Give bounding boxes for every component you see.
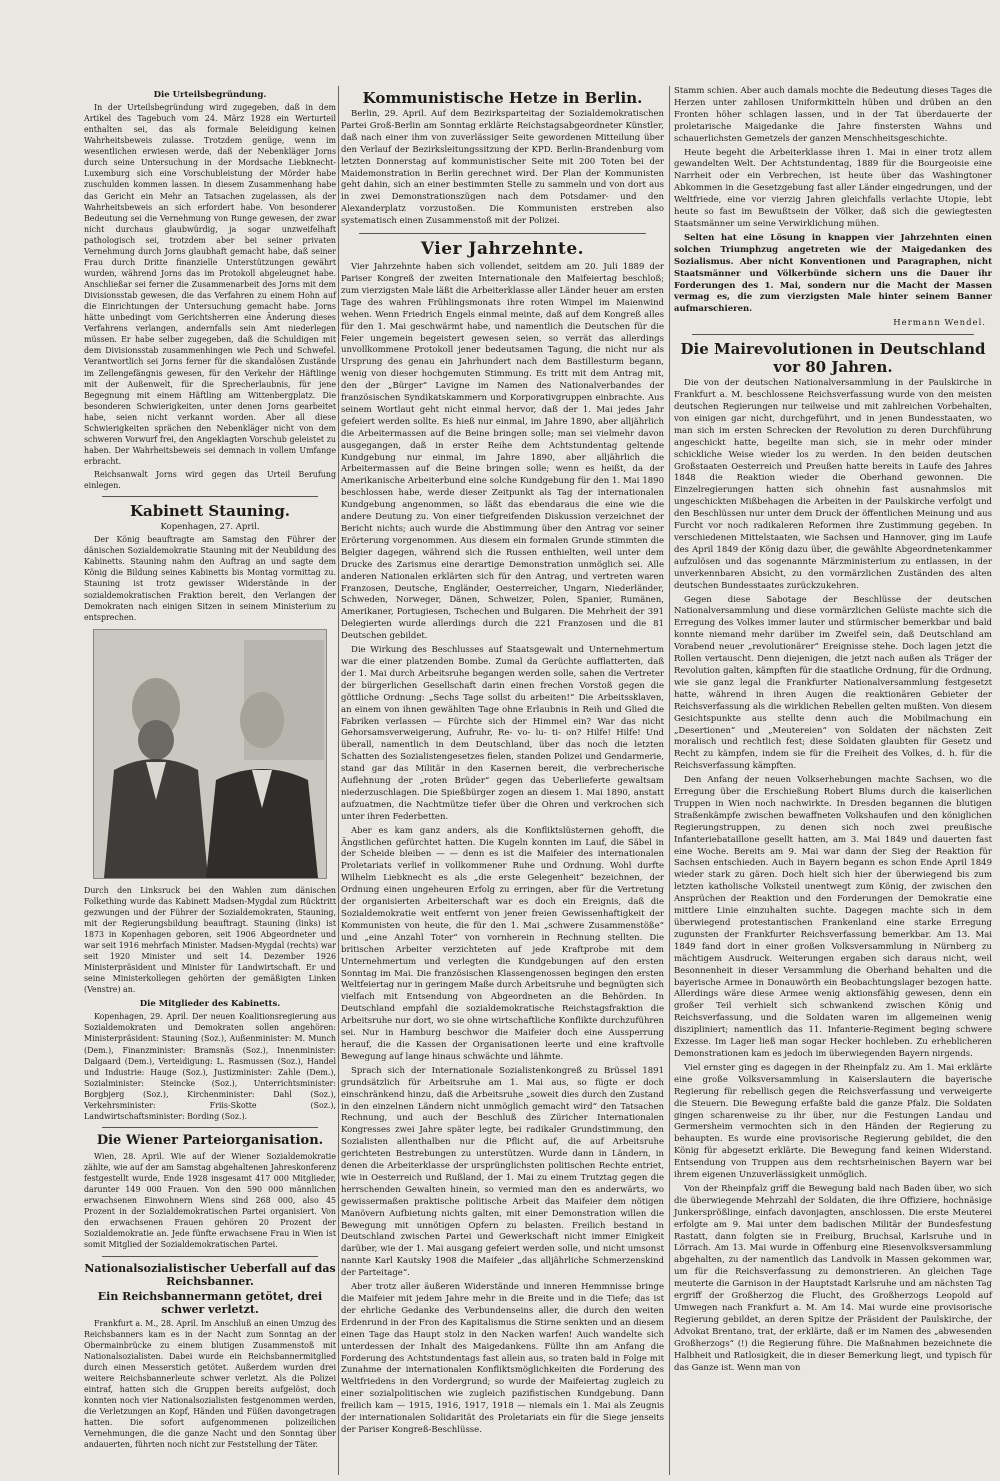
article-title: Kabinett Stauning. [129, 502, 291, 521]
paragraph: Frankfurt a. M., 28. April. Im Anschluß an einen Umzug des Reichsbanners kam es in der Nacht zum Sonntag an der Obermainbrücke zu einem blutigen Zusammenstoß mit Nationalsozialisten. Dabei wurde ein Reichsbannermitglied durch einen Messerstich getötet. Außerdem wurden drei weitere Reichsbannerleute schwer verletzt. Als die Polizei eintraf, hatten sich die Gruppen bereits aufgelöst, doch konnten noch vier Nationalsozialisten festgenommen werden, die Verletzungen an Kopf, Händen und Füßen davongetragen hatten. Die sofort aufgenommenen polizeilichen Vernehmungen, die die ganze Nacht und den Sonntag über andauerten, führten noch nicht zur Feststellung der Täter. [84, 1318, 336, 1450]
paragraph: In der Urteilsbegründung wird zugegeben, daß in dem Artikel des Tagebuch vom 24. März 1928 ein Werturteil enthalten sei, das als formale Beleidigung keinen Wahrheitsbeweis zulasse. Trotzdem genüge, wenn im wesentlichen erwiesen werde, daß der Nebenkläger Jorns durch seine Untersuchung in der Mordsache Liebknecht-Luxemburg sich eine Vorschubleistung der Mörder habe zuschulden kommen lassen. In diesem Zusammenhang habe das Gericht ein Mehr an Tatsachen zugelassen, als der Wahrheitsbeweis an sich erfordert habe. Von besonderer Bedeutung sei die Vernehmung von Runge gewesen, der zwar nicht durchaus glaubwürdig, ja sogar unzweifelhaft pathologisch sei, trotzdem aber bei seiner privaten Vernehmung durch Jorns glaubhaft gemacht habe, daß seiner Frau durch Dritte finanzielle Unterstützungen gewährt wurden, während Jorns das im Protokoll abgeleugnet habe. Anschließar sei ferner die Zusammenarbeit des Jorns mit dem Divisionsstab gewesen, die das Verfahren zu einem Hohn auf die Einrichtungen der Untersuchung gemacht habe. Jorns hätte unbedingt vom Gerichtsherren eine Änderung dieses Verfahrens verlangen, andernfalls sein Amt niederlegen müssen. Er habe selber zugegeben, daß die Schuldigen mit dem Divisionsstab zusammenhingen wie Pech und Schwefel. Verantwortlich sei Jorns ferner für die skandalösen Zustände im Zellengefängnis gewesen, für den Verkehr der Häftlinge mit der Außenwelt, für die Sprecherlaubnis, für jene Begegnung mit einem Häftling am Wittenbergplatz. Die besonderen Schwierigkeiten, unter denen Jorns gearbeitet habe, seien nicht verkannt worden. Aber all diese Schwierigkeiten sprächen den Nebenkläger nicht von dem schweren Vorwurf frei, den Angeklagten Vorschub geleistet zu haben. Der Wahrheitsbeweis sei demnach in vollem Umfange erbracht. [84, 103, 336, 466]
article-title: Die Wiener Parteiorganisation. [96, 1132, 324, 1148]
dateline: Kopenhagen, 27. April. [160, 522, 260, 533]
paragraph: Aber trotz aller äußeren Widerstände und inneren Hemmnisse bringe die Maifeier mit jedem Jahre mehr in die Breite und in die Tiefe; das ist der ehrliche Gedanke des Verbundenseins aller, die durch den weiten Erdenrund in der Fron des Kapitalismus die Stirne senkten und an diesem einen Tage das Haupt stolz in den Nacken warfen! Auch wandelte sich unterdessen der Inhalt des Maigedankens. Füllte ihn am Anfang die Forderung des Achtstundentags fast allein aus, so traten bald in Folge mit Zunahme der internationalen Konfliktsmöglichkeiten die Forderung des Weltfriedens in den Vordergrund; so wurde der Maifeiertag zugleich zu einer sozialpolitischen wie zugleich pazifistischen Kundgebung. Dann freilich kam — 1915, 1916, 1917, 1918 — niemals ein 1. Mai als Zeugnis der internationalen Solidarität des Proletariats ein für die Siege jenseits der Pariser Kongreß-Beschlüsse. [341, 1282, 664, 1435]
paragraph: Viel ernster ging es dagegen in der Rheinpfalz zu. Am 1. Mai erklärte eine große Volksversammlung in Kaiserslautern die bayerische Regierung für rebellisch gegen die Reichsverfassung und verweigerte die Steuern. Die Bewegung erfaßte bald die ganze Pfalz. Die Soldaten gingen scharenweise zu ihr über, nur die Festungen Landau und Germersheim vermochten sich in den Händen der Regierung zu behaupten. Es wurde eine provisorische Regierung gebildet, die den König für abgesetzt erklärte. Die Bewegung fand keinen Widerstand. Entsendung von Truppen aus dem rechtsrheinischen Bayern war bei ihrem eigenen Unzuverlässigkeit unmöglich. [674, 1062, 992, 1181]
paragraph: Selten hat eine Lösung in knappen vier Jahrzehnten einen solchen Triumphzug angetreten wie der Maigedanken des Sozialismus. Aber nicht Konventionen und Paragraphen, nicht Staatsmänner und Völkerbünde sichern uns die Dauer ihr Forderungen des 1. Mai, sondern nur die Macht der Massen vermag es, die zum vierzigsten Male hinter seinem Banner aufmarschieren. [674, 232, 992, 315]
paragraph: Den Anfang der neuen Volkserhebungen machte Sachsen, wo die Erregung über die Erschießung Robert Blums durch die kaiserlichen Truppen in Wien noch nachwirkte. In Dresden begannen die blutigen Straßenkämpfe zwischen bewaffneten Volkshaufen und den königlichen Regierungstruppen, zu denen sich noch zwei preußische Infanteriebataillone gesellt hatten, am 3. Mai 1849 und dauerten fast eine Woche. Bereits am 9. Mai war dann der Sieg der Reaktion für Sachsen entschieden. Auch in Bayern begann es schon Ende April 1849 wieder stark zu gären. Doch hielt sich hier der überwiegend bis zum letzten katholische Volksteil unentwegt zum König, der zwischen den Ansprüchen der Reaktion und den Forderungen der Demokratie eine mittlere Linie einzuhalten suchte. Dagegen machte sich in dem überwiegend protestantischen Frankenland eine starke Erregung zugunsten der Frankfurter Reichsverfassung bemerkbar. Am 13. Mai 1849 fand dort in einer großen Volksversammlung in Nürnberg zu mächtigem Ausdruck. Weiterungen ergaben sich daraus nicht, weil Besonnenheit in dieser Versammlung die Oberhand behalten und die bayerische Armee in Donauwörth ein Beobachtungslager bezogen hatte. Allerdings wäre diese Armee wenig aktionsfähig gewesen, denn ein großer Teil verhielt sich schwankend zwischen König und Reichsverfassung, und die Soldaten waren im allgemeinen wenig diszipliniert; namentlich das 11. Infanterie-Regiment beging schwere Exzesse. Im Lager ließ man sogar Hecker hochleben. Zu erheblicheren Demonstrationen kam es jedoch im überwiegenden Bayern nirgends. [674, 775, 992, 1059]
section-heading: Die Urteilsbegründung. [153, 90, 267, 100]
article-title: Nationalsozialistischer Ueberfall auf das Reichsbanner. [84, 1261, 336, 1288]
paragraph: Aber es kam ganz anders, als die Konfliktslüsternen gehofft, die Ängstlichen gefürchtet hatten. Die Kugeln konnten im Lauf, die Säbel in der Scheide bleiben — — denn es ist die Maifeier des internationalen Proletariats verlief in vollkommener Ruhe und Ordnung. Wohl durfte Wilhelm Liebknecht es als „die erste Gelegenheit“ bezeichnen, der Ordnung einen ungeheuren Erfolg zu erringen, aber für die Vertretung der organisierten Arbeiterschaft war es doch ein Ereignis, daß die Sozialdemokratie weit entfernt von jener freien Gewissenhaftigkeit der Kommunisten von heute, die für den 1. Mai „schwere Zusammenstöße“ und „eine Anzahl Toter“ von vornherein in Rechnung stellten. Die britischen Arbeiter verzichteten auf jede Kraftprobe mit dem Unternehmertum und verlegten die Kundgebungen auf den ersten Sonntag im Mai. Die französischen Klassengenossen begingen den ersten Weltfeiertag nur in geringem Maße durch Arbeitsruhe und begnügten sich vielfach mit Entsendung von Abgeordneten an die Behörden. In Deutschland empfahl die sozialdemokratische Reichstagsfraktion die Arbeitsruhe nur dort, wo sie ohne wirtschaftliche Konflikte durchzuführen sei. Nur in Hamburg beschwor die Maifeier doch eine Aussperrung herauf, die die Kassen der Organisationen leerte und eine kraftvolle Bewegung auf lange hinaus schwächte und lähmte. [341, 825, 664, 1062]
portrait-photo [93, 629, 327, 879]
paragraph: Vier Jahrzehnte haben sich vollendet, seitdem am 20. Juli 1889 der Pariser Kongreß der zweiten Internationale den Maifeiertag beschloß; zum vierzigsten Male läßt die Arbeiterklasse aller Länder heuer am ersten Tage des wahren Frühlingsmonats ihre roten Wimpel im Maienwind wehen. Wenn Friedrich Engels einmal meinte, daß auf dem Kongreß alles für den 1. Mai geschwärmt habe, und namentlich die Deutschen für die Feier ungemein begeistert gewesen seien, so verrät das allerdings unvollkommene Protokoll jener bedeutsamen Tagung, die nicht nur als Ursprung des genau ein Jahrhundert nach dem Bastillesturm begann, wenig von dieser hochgemuten Stimmung. Es tritt mit dem Antrag mit, den der „Bürger“ Lavigne im Namen des Nationalverbandes der französischen Syndikatskammern und Korporativgruppen einbrachte. Aus seinem Wortlaut geht nicht einmal hervor, daß der 1. Mai jedes Jahr gefeiert werden sollte. Es hieß nur einmal, im Jahre 1890, aber alljährlich die Arbeitermassen auf die Beine bringen solle; man sei vielmehr davon ausgegangen, daß in erster Reihe dem Achtstundentag geltende Kundgebung nur einmal, im Jahre 1890, aber alljährlich die Arbeitermassen auf die Beine bringen solle; wenn es heißt, da der Amerikanische Arbeiterbund eine solche Kundgebung für den 1. Mai 1890 beschlossen habe, werde dieser Zeitpunkt als Tag der internationalen Kundgebung angenommen, so läßt das ebendaraus die eine wie die andere Deutung zu. Von einer tiefgreifenden Diskussion verzeichnet der Bericht nichts; auch wurde die Abstimmung über den Antrag vor seiner Erörterung vorgenommen. Aus diesem ein formalen Grunde stimmten die Belgier dagegen, während sich die Russen enthielten, weil unter dem Drucke des Zarismus eine derartige Demonstration unmöglich sei. Alle anderen Nationalen erklärten sich für den Antrag, und vertreten waren Franzosen, Deutsche, Engländer, Oesterreicher, Ungarn, Niederländer, Schweden, Norweger, Dänen, Schweizer, Polen, Spanier, Rumänen, Amerikaner, Portugiesen, Tschechen und Bulgaren. Die Mehrheit der 391 Delegierten wurde allerdings durch die 221 Franzosen und die 81 Deutschen gebildet. [341, 262, 664, 642]
paragraph: Kopenhagen, 29. April. Der neuen Koalitionsregierung aus Sozialdemokraten und Demokraten sollen angehören: Ministerpräsident: Stauning (Soz.), Außenminister: M. Munch (Dem.), Finanzminister: Bramsnäs (Soz.), Innenminister: Dalgaard (Dem.), Verteidigung: L. Rasmussen (Soz.), Handel und Industrie: Hauge (Soz.), Justizminister: Zahle (Dem.), Sozialminister: Steincke (Soz.), Unterrichtsminister: Borgbjerg (Soz.), Kirchenminister: Dahl (Soz.), Verkehrsminister: Friis-Skotte (Soz.), Landwirtschaftsminister: Bording (Soz.). [84, 1012, 336, 1121]
paragraph: Stamm schien. Aber auch damals mochte die Bedeutung dieses Tages die Herzen unter zahllosen Uniformkitteln hüben und drüben an den Fronten höher schlagen lassen, und in der Tat überdauerte der proletarische Maigedanke die Jahre finstersten Wahns und schauerlichsten Gemetzels der ganzen Menschheitsgeschichte. [674, 86, 992, 144]
paragraph: Die Wirkung des Beschlusses auf Staatsgewalt und Unternehmertum war die einer platzenden Bombe. Zumal da Gerüchte aufflatterten, daß der 1. Mai durch Arbeitsruhe begangen werden solle, sahen die Vertreter der bürgerlichen Gesellschaft darin einen frechen Vorstoß gegen die göttliche Ordnung: „Sechs Tage sollst du arbeiten!“ Die Arbeitssklaven, an einem von ihnen gewählten Tage ohne Erlaubnis in Reih und Glied die Fabriken verlassen — Fürchte sich der Himmel ein? War das nicht Gehorsamsverweigerung, Aufruhr, Re- vo- lu- ti- on? Hilfe! Hilfe! Und überall, namentlich in dem Deutschland, über das noch die letzten Schatten des Sozialistengesetzes fielen, standen Polizei und Gendarmerie, stand gar das Militär in den Kasernen bereit, die verbrecherische Auflehnung der „roten Brüder“ gegen das Ueberlieferte gewaltsam niederzuschlagen. Die Spießbürger zogen an diesem 1. Mai 1890, anstatt aufzuatmen, die Nachtmütze tiefer über die Ohren und verkrochen sich unter ihren Federbetten. [341, 645, 664, 822]
paragraph: Von der Rheinpfalz griff die Bewegung bald nach Baden über, wo sich die überwiegende Mehrzahl der Soldaten, die ihre Offiziere, hochnäsige Junkersprößlinge, einfach davonjagten, anschlossen. Die erste Meuterei erfolgte am 9. Mai unter dem badischen Militär der Bundesfestung Rastatt, dann folgten sie in Freiburg, Bruchsal, Karlsruhe und in Lörrach. Am 13. Mai wurde in Offenburg eine Riesenvolksversammlung abgehalten, zu der namentlich das Landvolk in Massen gekommen war, um für die Reichsverfassung zu demonstrieren. An gleichen Tage meuterte die Garnison in der Hauptstadt Karlsruhe und am nächsten Tag ergriff der Großherzog die Flucht, des Großherzogs Leopold auf Umwegen nach Frankfurt a. M. Am 14. Mai wurde eine provisorische Regierung gebildet, an deren Spitze der Präsident der Paulskirche, der Advokat Brentano, trat, der erklärte, daß er im Namen des „abwesenden Großherzogs“ (!) die Regierung führe. Die Maßnahmen bezeichnete die Halbheit und Ratlosigkeit, die in dieser Bemerkung liegt, und typisch für das Ganze ist. Wenn man von [674, 1183, 992, 1373]
column-rule [669, 86, 670, 1475]
photo-caption: Durch den Linksruck bei den Wahlen zum dänischen Folkething wurde das Kabinett Madsen-Mygdal zum Rücktritt gezwungen und der Führer der Sozialdemokraten, Stauning, mit der Regierungsbildung beauftragt. Stauning (links) ist 1873 in Kopenhagen geboren, seit 1906 Abgeordneter und war seit 1916 mehrfach Minister. Madsen-Mygdal (rechts) war seit 1920 Minister und seit 14. Dezember 1926 Ministerpräsident und Minister für Landwirtschaft. Er und seine Ministerkollegen gehörten der gemäßigten Linken (Venstre) an. [84, 885, 336, 995]
divider [102, 1256, 318, 1257]
paragraph: Wien, 28. April. Wie auf der Wiener Sozialdemokratie zählte, wie auf der am Samstag abgehaltenen Jahreskonferenz festgestellt wurde, Ende 1928 insgesamt 417 000 Mitglieder, darunter 149 000 Frauen. Von den 590 000 männlichen erwachsenen Einwohnern Wiens sind 268 000, also 45 Prozent in der Sozialdemokratischen Partei organisiert. Von den erwachsenen Frauen gehören 20 Prozent der Sozialdemokratie an. Jede fünfte erwachsene Frau in Wien ist somit Mitglied der Sozialdemokratischen Partei. [84, 1151, 336, 1250]
paragraph: Reichsanwalt Jorns wird gegen das Urteil Berufung einlegen. [84, 470, 336, 491]
paragraph: Sprach sich der Internationale Sozialistenkongreß zu Brüssel 1891 grundsätzlich für Arbeitsruhe am 1. Mai aus, so fügte er doch einschränkend hinzu, daß die Arbeitsruhe „soweit dies durch den Zustand in den einzelnen Ländern nicht unmöglich gemacht wird“ den Tatsachen Rechnung, und auch der Beschluß des Züricher Internationalen Kongresses zwei Jahre später legte, bei radikaler Grundstimmung, den Sozialisten allenthalben nur die Pflicht auf, die auf Arbeitsruhe gerichteten Bestrebungen zu unterstützen. Wurde dann in Ländern, in denen die Arbeiterklasse der ursprünglichsten politischen Rechte entriet, wie in Oesterreich und Rußland, der 1. Mai zu einem Trutztag gegen die herrschenden Gewalten hinein, so vermied man den es anderwärts, wo gewissermaßen praktische politische Arbeit das Maifeier dem nötigen Manövern Aufbietung nichts galten, mit einer Demonstration willen die Bewegung mit unnötigen Opfern zu belasten. Freilich bestand in Deutschland zwischen Partei und Gewerkschaft nicht immer Einigkeit darüber, wie der 1. Mai ausgang gefeiert werden solle, und nicht umsonst nannte Karl Kautsky 1908 die Maifeier „das alljährliche Schmerzenskind der Parteitage“. [341, 1065, 664, 1279]
article-title: Kommunistische Hetze in Berlin. [362, 89, 643, 107]
divider [359, 233, 646, 234]
divider [692, 334, 974, 335]
article-title: Die Mairevolutionen in Deutschland vor 80 Jahren. [680, 340, 986, 377]
divider [102, 1127, 318, 1128]
article-title: Vier Jahrzehnte. [420, 239, 585, 260]
paragraph: Berlin, 29. April. Auf dem Bezirksparteitag der Sozialdemokratischen Partei Groß-Berlin am Sonntag erklärte Reichstagsabgeordneter Künstler, daß nach einer ihm von zuverlässiger Seite gewordenen Mitteilung über den Verlauf der Bezirksleitungssitzung der KPD. Berlin-Brandenburg vom letzten Donnerstag auf kommunistischer Seite mit 200 Toten bei der Maidemonstration in Berlin gerechnet wird. Der Plan der Kommunisten geht dahin, sich an einer bestimmten Stelle zu sammeln und von dort aus in zwei Demonstrationszügen nach dem Potsdamer- und den Alexanderplatz vorzustoßen. Die Kommunisten erstreben also systematisch einen Zusammenstoß mit der Polizei. [341, 109, 664, 227]
divider [102, 496, 318, 497]
column-right [674, 86, 992, 1376]
photo-image [94, 630, 326, 878]
paragraph: Der König beauftragte am Samstag den Führer der dänischen Sozialdemokratie Stauning mit der Neubildung des Kabinetts. Stauning nahm den Auftrag an und sagte dem König die Bildung seines Kabinetts bis Montag vormittag zu. Stauning ist trotz gewisser Widerstände in der sozialdemokratischen Fraktion bereit, den Verlangen der Demokraten nach einigen Sitzen in seinem Ministerium zu entsprechen. [84, 535, 336, 622]
author-signature: Hermann Wendel. [893, 318, 986, 329]
paragraph: Heute begeht die Arbeiterklasse ihren 1. Mai in einer trotz allem gewandelten Welt. Der Achtstundentag, 1889 für die Bourgeoisie eine Narrheit oder ein Verbrechen, ist heute über das Washingtoner Abkommen in die Gesetzgebung fast aller Länder eingedrungen, und der Weltfriede, eine vor vierzig Jahren gleichfalls verlachte Utopie, lebt heute so fast im Bewußtsein der Völker, daß sich die gewiegtesten Staatsmänner um seine Verwirklichung mühen. [674, 147, 992, 229]
column-rule [338, 86, 339, 1475]
section-heading: Die Mitglieder des Kabinetts. [139, 999, 281, 1010]
column-middle [341, 86, 664, 1439]
paragraph: Gegen diese Sabotage der Beschlüsse der deutschen Nationalversammlung und diese vormärzlichen Gelüste machte sich die Erregung des Volkes immer lauter und stürmischer bemerkbar und bald konnte niemand mehr darüber im Zweifel sein, daß Deutschland am Vorabend neuer „revolutionärer“ Ereignisse stehe. Doch lagen jetzt die Rollen vertauscht. Denn diejenigen, die jetzt nach außen als Träger der Revolution galten, kämpften für die staatliche Ordnung, für die Ordnung, wie sie ganz legal die Frankfurter Nationalversammlung festgesetzt hatte, während in ihren Augen die reaktionären Gebieter der Reichsverfassung als die wirklichen Rebellen gelten mußten. Von diesem Gesichtspunkte aus stellte denn auch die Mobilmachung ein „Desertionen“ und „Meutereien“ von Soldaten der nächsten Zeit moralisch und rechtlich fest; diese Soldaten glaubten für Gesetz und Recht zu kämpfen, indem sie für die Freiheit des Volkes, d. h. für die Reichsverfassung kämpften. [674, 594, 992, 772]
paragraph: Die von der deutschen Nationalversammlung in der Paulskirche in Frankfurt a. M. beschlossene Reichsverfassung wurde von den meisten deutschen Regierungen nur teilweise und mit zahlreichen Vorbehalten, von einigen gar nicht, durchgeführt, und in jenen Bundesstaaten, wo man sich im ersten Schrecken der Revolution zu deren Durchführung angeschickt hatte, begeilte man sich, sie in mehr oder minder schickliche Weise wieder los zu werden. In den beiden deutschen Großstaaten Oesterreich und Preußen hatte bereits in Laufe des Jahres 1848 die Reaktion wieder die Oberhand gewonnen. Die Einzelregierungen hatten sich ohnehin fast ausnahmslos mit ungeschickten Mißbehagen die Arbeiten in der Paulskirche verfolgt und den Beschlüssen nur unter dem Druck der öffentlichen Meinung und aus Furcht vor noch radikaleren Reformen ihre Zustimmung gegeben. In verschiedenen Mittelstaaten, wie Sachsen und Hannover, ging im Laufe des April 1849 der König dazu über, die gewählte Abgeordnetenkammer aufzulösen und das sogenannte Märzministerium zu entlassen, in der unverkennbaren Absicht, zu den vormärzlichen Zuständen des alten deutschen Bundesstaates zurückzukehren. [674, 378, 992, 591]
article-subtitle: Ein Reichsbannermann getötet, drei schwer verletzt. [97, 1289, 323, 1316]
column-left [84, 86, 336, 1452]
